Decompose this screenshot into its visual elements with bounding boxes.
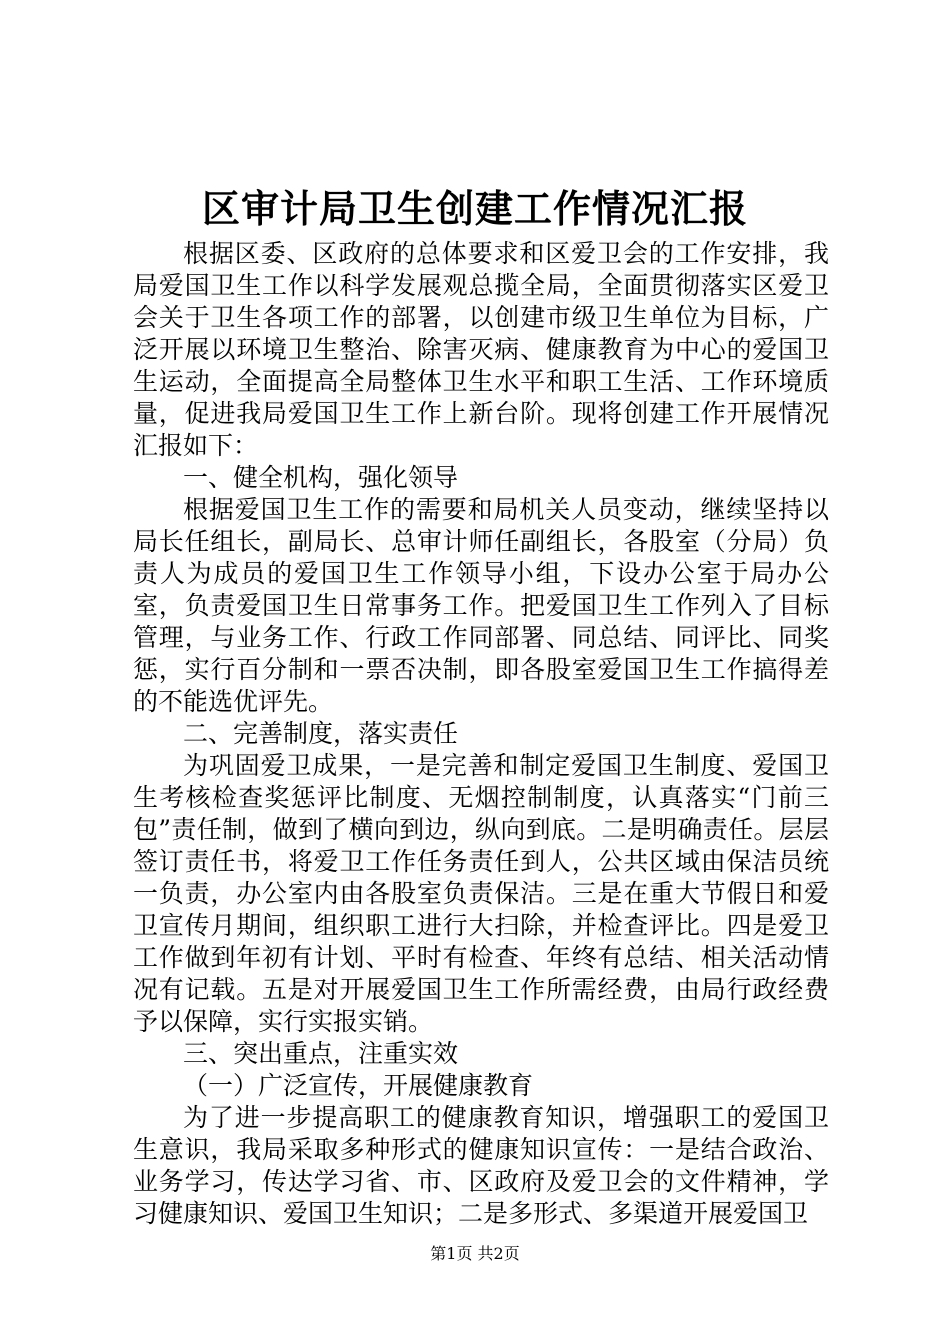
document-body <box>133 238 829 1230</box>
page-footer: 第1页 共2页 <box>430 1244 520 1263</box>
document-title: 区审计局卫生创建工作情况汇报 <box>201 186 748 231</box>
subsection-3-1-paragraph: 为了进一步提高职工的健康教育知识，增强职工的爱国卫生意识，我局采取多种形式的健康知识宣传：一是结合政治、业务学习，传达学习省、市、区政府及爱卫会的文件精神，学习健康知识、爱国卫生知识；二是多形式、多渠道开展爱国卫 <box>133 1103 829 1228</box>
section-2-paragraph: 为巩固爱卫成果，一是完善和制定爱国卫生制度、爱国卫生考核检查奖惩评比制度、无烟控制制度，认真落实“门前三包”责任制，做到了横向到边，纵向到底。二是明确责任。层层签订责任书，将爱卫工作任务责任到人，公共区域由保洁员统一负责，办公室内由各股室负责保洁。三是在重大节假日和爱卫宣传月期间，组织职工进行大扫除，并检查评比。四是爱卫工作做到年初有计划、平时有检查、年终有总结、相关活动情况有记载。五是对开展爱国卫生工作所需经费，由局行政经费予以保障，实行实报实销。 <box>133 751 829 1036</box>
subsection-heading-3-1: （一）广泛宣传，开展健康教育 <box>183 1071 534 1100</box>
section-heading-2: 二、完善制度，落实责任 <box>183 719 459 748</box>
section-heading-1: 一、健全机构，强化领导 <box>183 463 459 492</box>
section-1-paragraph: 根据爱国卫生工作的需要和局机关人员变动，继续坚持以局长任组长，副局长、总审计师任副组长，各股室（分局）负责人为成员的爱国卫生工作领导小组，下设办公室于局办公室，负责爱国卫生日常事务工作。把爱国卫生工作列入了目标管理，与业务工作、行政工作同部署、同总结、同评比、同奖惩，实行百分制和一票否决制，即各股室爱国卫生工作搞得差的不能选优评先。 <box>133 495 829 716</box>
section-heading-3: 三、突出重点，注重实效 <box>183 1039 459 1068</box>
intro-paragraph: 根据区委、区政府的总体要求和区爱卫会的工作安排，我局爱国卫生工作以科学发展观总揽全局，全面贯彻落实区爱卫会关于卫生各项工作的部署，以创建市级卫生单位为目标，广泛开展以环境卫生整治、除害灭病、健康教育为中心的爱国卫生运动，全面提高全局整体卫生水平和职工生活、工作环境质量，促进我局爱国卫生工作上新台阶。现将创建工作开展情况汇报如下： <box>133 239 829 460</box>
